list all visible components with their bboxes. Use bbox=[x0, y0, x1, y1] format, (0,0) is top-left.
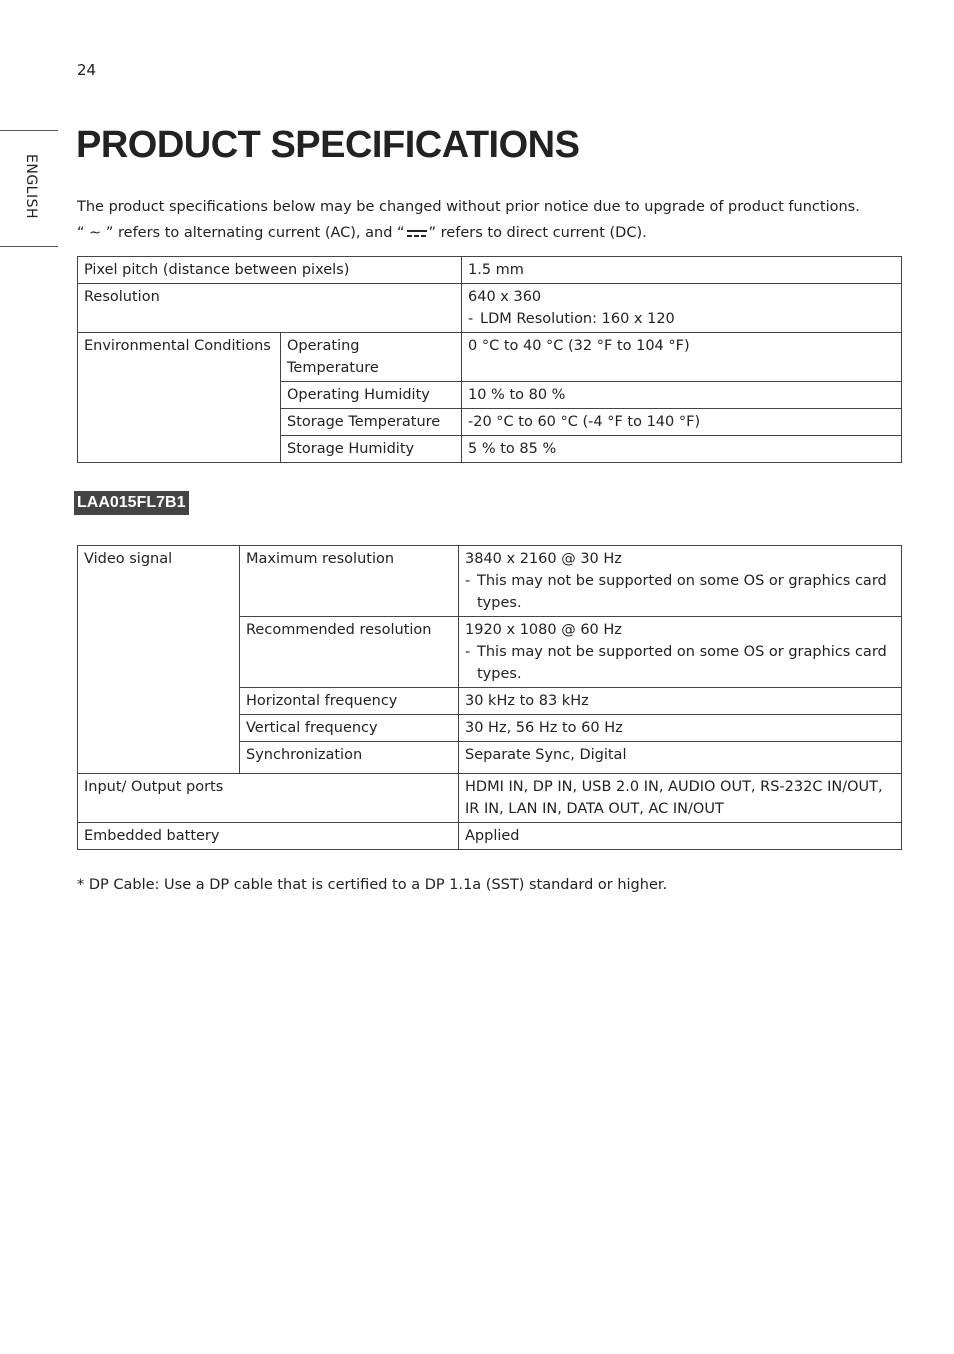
spec-sublabel: Storage Humidity bbox=[281, 436, 462, 463]
spec-sublabel: Storage Temperature bbox=[281, 409, 462, 436]
spec-sublabel: Vertical frequency bbox=[240, 715, 459, 742]
spec-label: Pixel pitch (distance between pixels) bbox=[78, 257, 462, 284]
spec-value: -20 °C to 60 °C (-4 °F to 140 °F) bbox=[462, 409, 902, 436]
spec-sublabel: Horizontal frequency bbox=[240, 688, 459, 715]
max-resolution-value: 3840 x 2160 @ 30 Hz bbox=[465, 551, 622, 567]
io-ports-line-1: HDMI IN, DP IN, USB 2.0 IN, AUDIO OUT, RS-232C IN/OUT, bbox=[465, 779, 883, 795]
side-tab-divider-bottom bbox=[0, 246, 58, 247]
spec-value: 30 kHz to 83 kHz bbox=[459, 688, 902, 715]
spec-label: Embedded battery bbox=[78, 823, 459, 850]
dc-definition-text: ” refers to direct current (DC). bbox=[428, 225, 647, 241]
spec-value bbox=[459, 617, 902, 688]
spec-value: 0 °C to 40 °C (32 °F to 104 °F) bbox=[462, 333, 902, 382]
recommended-resolution-value: 1920 x 1080 @ 60 Hz bbox=[465, 622, 622, 638]
model-spec-table bbox=[77, 545, 902, 850]
spec-label: Video signal bbox=[78, 546, 240, 774]
side-tab-divider-top bbox=[0, 130, 58, 131]
ac-definition-text: “ ∼ ” refers to alternating current (AC), and “ bbox=[77, 225, 405, 241]
spec-label: Environmental Conditions bbox=[78, 333, 281, 463]
io-ports-line-2: IR IN, LAN IN, DATA OUT, AC IN/OUT bbox=[465, 801, 724, 817]
page-number: 24 bbox=[77, 61, 97, 79]
spec-value: 1.5 mm bbox=[462, 257, 902, 284]
dc-symbol-icon bbox=[407, 229, 427, 238]
spec-sublabel: Recommended resolution bbox=[240, 617, 459, 688]
model-name-badge: LAA015FL7B1 bbox=[74, 491, 189, 515]
spec-value: 10 % to 80 % bbox=[462, 382, 902, 409]
spec-value: 30 Hz, 56 Hz to 60 Hz bbox=[459, 715, 902, 742]
intro-text bbox=[77, 194, 860, 246]
spec-value bbox=[459, 546, 902, 617]
spec-label: Resolution bbox=[78, 284, 462, 333]
max-resolution-note: - This may not be supported on some OS or graphics card types. bbox=[465, 573, 887, 611]
table-row bbox=[78, 333, 902, 382]
spec-value: Applied bbox=[459, 823, 902, 850]
resolution-note: - LDM Resolution: 160 x 120 bbox=[468, 311, 675, 327]
spec-sublabel: Maximum resolution bbox=[240, 546, 459, 617]
intro-line-2 bbox=[77, 220, 860, 246]
spec-sublabel: Operating Humidity bbox=[281, 382, 462, 409]
spec-value: Separate Sync, Digital bbox=[459, 742, 902, 774]
general-spec-table bbox=[77, 256, 902, 463]
table-row bbox=[78, 257, 902, 284]
spec-label: Input/ Output ports bbox=[78, 774, 459, 823]
table-row bbox=[78, 546, 902, 617]
table-row bbox=[78, 823, 902, 850]
language-side-tab: ENGLISH bbox=[23, 154, 39, 220]
spec-value: 5 % to 85 % bbox=[462, 436, 902, 463]
table-row bbox=[78, 774, 902, 823]
table-row bbox=[78, 284, 902, 333]
intro-line-1: The product specifications below may be changed without prior notice due to upgrade of product functions. bbox=[77, 199, 860, 215]
resolution-value: 640 x 360 bbox=[468, 289, 542, 305]
spec-sublabel: Operating Temperature bbox=[281, 333, 462, 382]
spec-value bbox=[459, 774, 902, 823]
footnote: * DP Cable: Use a DP cable that is certified to a DP 1.1a (SST) standard or higher. bbox=[77, 877, 668, 893]
spec-value bbox=[462, 284, 902, 333]
spec-sublabel: Synchronization bbox=[240, 742, 459, 774]
recommended-resolution-note: - This may not be supported on some OS or graphics card types. bbox=[465, 644, 887, 682]
page-title: PRODUCT SPECIFICATIONS bbox=[76, 124, 580, 166]
